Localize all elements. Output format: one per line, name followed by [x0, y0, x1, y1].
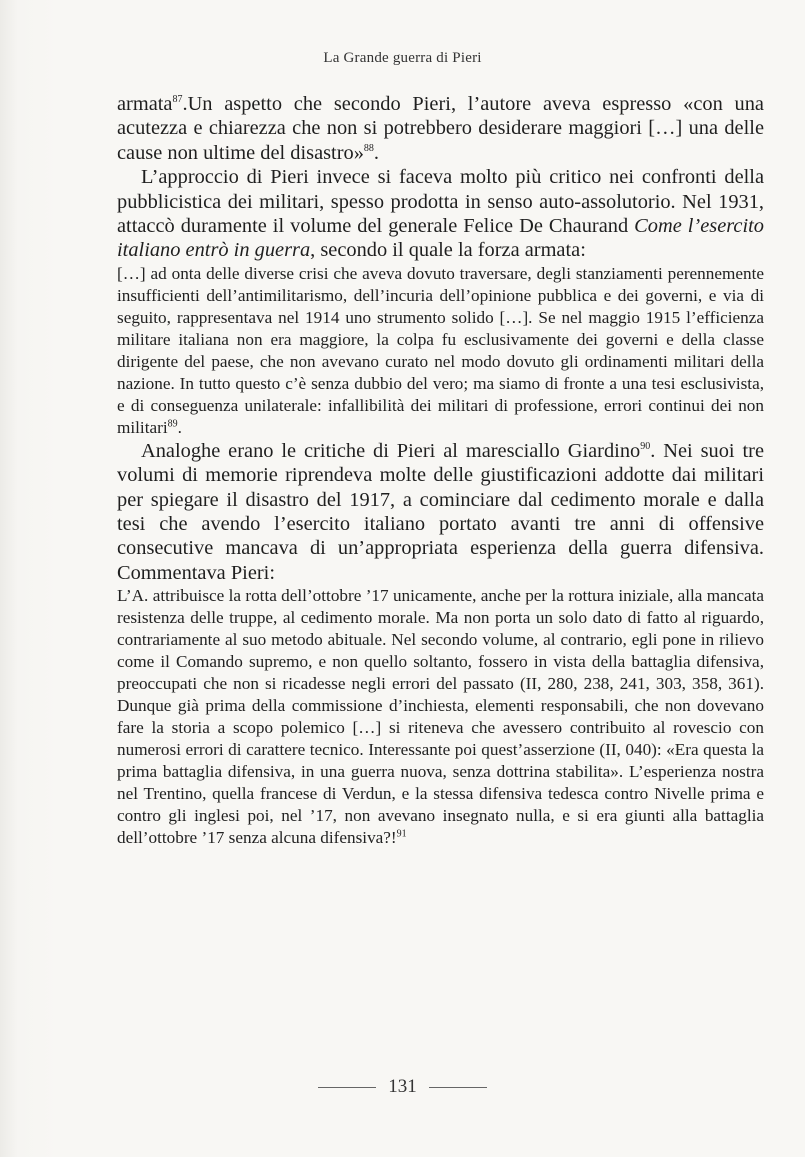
footnote-ref-90: 90 [640, 441, 651, 453]
footnote-ref-89: 89 [167, 418, 178, 430]
paragraph-giardino [117, 439, 764, 585]
footnote-ref-88: 88 [363, 143, 374, 155]
paragraph-text: . Nei suoi tre volumi di memorie riprendeva molte delle giustificazioni addotte dai militari per spiegare il disastro del 1917, a cominciare dal cedimento morale e dalla tesi che avendo l’esercito italiano portato avanti tre anni di offensive consecutive mancava di un’appropriata esperienza della guerra difensiva. Commentava Pieri: [117, 439, 764, 584]
footnote-ref-91: 91 [396, 828, 407, 840]
quote-text: L’A. attribuisce la rotta dell’ottobre ’17 unicamente, anche per la rottura iniziale, alla mancata resistenza delle truppe, al cedimento morale. Ma non porta un solo dato di fatto al riguardo, contrariamente al suo metodo abituale. Nel secondo volume, al contrario, egli pone in rilievo come il Comando supremo, e non quello soltanto, fossero in vista della battaglia difensiva, preoccupati che non si ricadesse negli errori del passato (II, 280, 238, 241, 303, 358, 361). Dunque già prima della commissione d’inchiesta, elementi responsabili, che non dovevano fare la storia a scopo polemico […] si riteneva che avessero contribuito al rovescio con numerosi errori di carattere tecnico. Interessante poi quest’asserzione (II, 040): «Era questa la prima battaglia difensiva, in una guerra nuova, senza dottrina stabilita». L’esperienza nostra nel Trentino, quella francese di Verdun, e la stessa difensiva tedesca contro Nivelle prima e contro gli inglesi poi, nel ’17, non avevano insegnato nulla, e si era giunti alla battaglia dell’ottobre ’17 senza alcuna difensiva?! [117, 586, 764, 848]
paragraph-continued [117, 92, 764, 165]
paragraph-text: Analoghe erano le critiche di Pieri al maresciallo Giardino [141, 439, 641, 462]
paragraph-text: armata [117, 93, 173, 115]
folio-rule-left [318, 1087, 376, 1088]
block-quote-pieri [117, 585, 764, 849]
quote-text: . [177, 417, 182, 437]
paragraph-text: L’approccio di Pieri invece si faceva molto più critico nei confronti della pubblicistica dei militari, spesso prodotta in senso auto-assolutorio. Nel 1931, attaccò duramente il volume del generale Felice De Chaurand [117, 166, 764, 238]
footnote-ref-87: 87 [172, 94, 183, 106]
book-title: Come l’esercito italiano entrò in guerra [117, 215, 764, 262]
folio-rule-right [429, 1087, 487, 1088]
page-footer [0, 1076, 805, 1098]
paragraph-text: , secondo il quale la forza armata: [310, 239, 586, 262]
quote-text: […] ad onta delle diverse crisi che aveva dovuto traversare, degli stanziamenti perennemente insufficienti dell’antimilitarismo, dell’incuria dell’opinione pubblica e dei governi, e via di seguito, rappresentava nel 1914 uno strumento solido […]. Se nel maggio 1915 l’efficienza militare italiana non era maggiore, la colpa fu esclusivamente dei governi e della classe dirigente del paese, che non avevano curato nel modo dovuto gli ordinamenti militari della nazione. In tutto questo c’è senza dubbio del vero; ma siamo di fronte a una tesi esclusivista, e di conseguenza unilaterale: infallibilità dei militari di professione, errori continui dei non militari [117, 263, 764, 437]
text-body [117, 92, 764, 849]
paragraph-text: . [373, 141, 380, 164]
page-number: 131 [388, 1076, 417, 1097]
paragraph-text: .Un aspetto che secondo Pieri, l’autore aveva espresso «con una acutezza e chiarezza che non si potrebbero desiderare maggiori […] una delle cause non ultime del disastro» [117, 93, 764, 164]
running-head: La Grande guerra di Pieri [323, 50, 482, 66]
block-quote-de-chaurand [117, 263, 764, 439]
paragraph-de-chaurand [117, 165, 764, 263]
